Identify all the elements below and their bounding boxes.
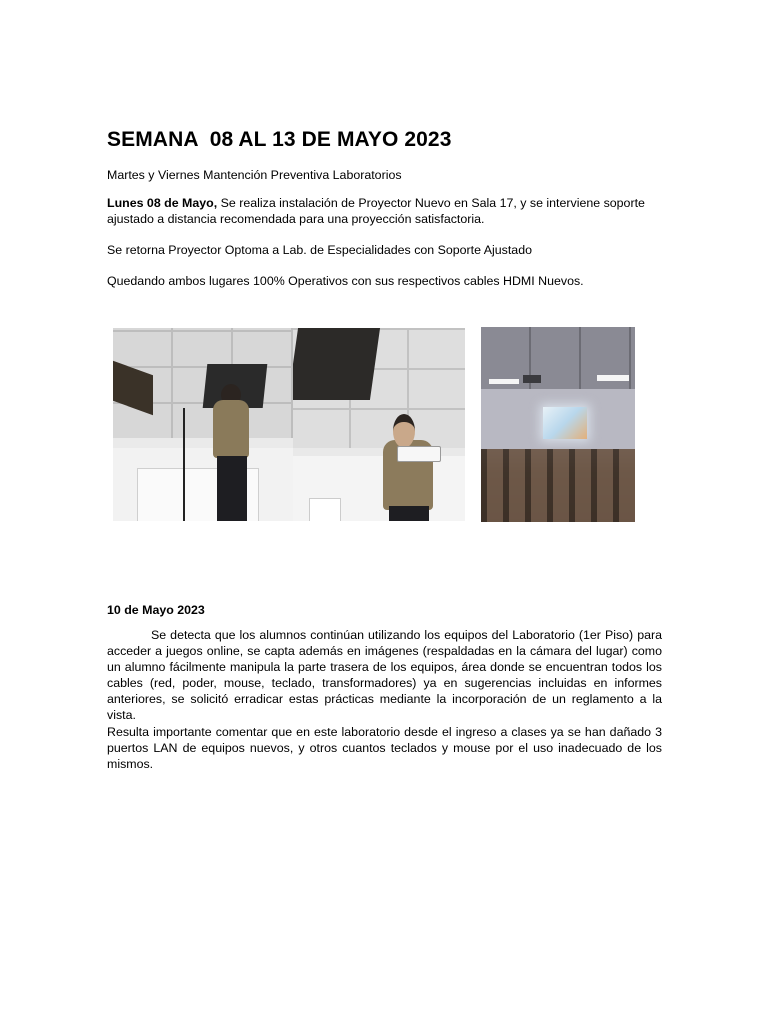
paragraph-installation (107, 195, 662, 227)
page-title: SEMANA 08 AL 13 DE MAYO 2023 (107, 128, 452, 151)
paragraph-operational: Quedando ambos lugares 100% Operativos con sus respectivos cables HDMI Nuevos. (107, 274, 584, 288)
paragraph-installation-text: Se realiza instalación de Proyector Nuevo en Sala 17, y se interviene soporte ajustado a distancia recomendada para una proyección satisfactoria. (107, 196, 645, 226)
paragraph-date-label: Lunes 08 de Mayo, (107, 196, 218, 210)
photo-classroom-projection (481, 327, 635, 522)
section-date-heading: 10 de Mayo 2023 (107, 603, 205, 617)
photo-technician-with-projector (293, 328, 465, 521)
paragraph-lab-incident: Se detecta que los alumnos continúan utilizando los equipos del Laboratorio (1er Piso) para acceder a juegos online, se capta además en imágenes (respaldadas en la cámara del lugar) como un alumno fácilmente manipula la parte trasera de los equipos, área donde se encuentran todos los cables (red, poder, mouse, teclado, transformadores) ya en sugerencias incluidas en informes anteriores, se solicitó erradicar estas prácticas mediante la incorporación de un reglamento a la vista. (107, 628, 662, 722)
paragraph-damage-report: Resulta importante comentar que en este laboratorio desde el ingreso a clases ya se han dañado 3 puertos LAN de equipos nuevos, y otros cuantos teclados y mouse por el uso inadecuado de los mismos. (107, 725, 662, 771)
paragraph-projector-return: Se retorna Proyector Optoma a Lab. de Especialidades con Soporte Ajustado (107, 243, 532, 257)
subtitle: Martes y Viernes Mantención Preventiva Laboratorios (107, 168, 402, 182)
photo-ceiling-installation (113, 328, 293, 521)
